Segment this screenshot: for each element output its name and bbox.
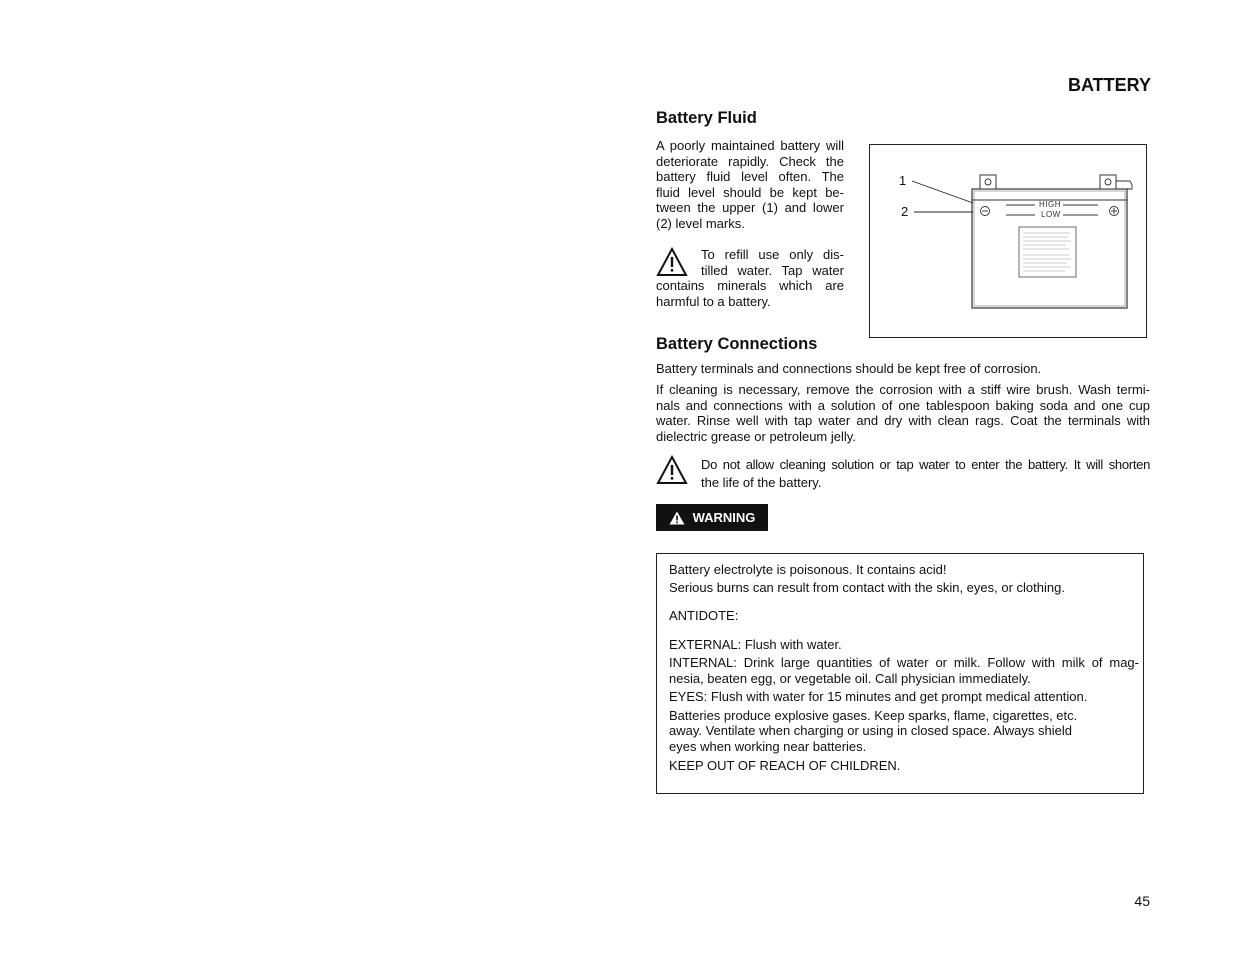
warning-line: Batteries produce explosive gases. Keep sparks, flame, cigarettes, etc. xyxy=(669,708,1078,723)
text-line: dielectric grease or petroleum jelly. xyxy=(656,428,856,444)
warning-label-text: WARNING xyxy=(692,510,756,525)
fluid-caution-text-bottom xyxy=(656,278,844,309)
connections-paragraph-1: Battery terminals and connections should be kept free of corrosion. xyxy=(656,361,1042,376)
connections-caution-text xyxy=(701,456,1150,492)
text-line: nals and connections with a solution of one tablespoon baking soda and one cup xyxy=(656,397,1150,413)
callout-2: 2 xyxy=(901,204,909,219)
warning-line: eyes when working near batteries. xyxy=(669,739,867,754)
warning-line: away. Ventilate when charging or using in closed space. Always shield xyxy=(669,723,1072,738)
page-number: 45 xyxy=(1134,893,1150,909)
text-line: the life of the battery. xyxy=(701,475,822,490)
warning-label xyxy=(656,504,768,531)
text-line: fluid level should be kept be- xyxy=(656,184,844,200)
warning-line: KEEP OUT OF REACH OF CHILDREN. xyxy=(669,758,901,773)
mark-low: LOW xyxy=(1041,210,1061,219)
text-line: tilled water. Tap water xyxy=(701,262,844,278)
text-line: A poorly maintained battery will xyxy=(656,138,844,153)
battery-figure xyxy=(869,144,1147,338)
text-line: To refill use only dis- xyxy=(701,247,844,262)
warning-box xyxy=(656,553,1144,794)
connections-paragraph-2 xyxy=(656,382,1150,444)
warning-triangle-icon xyxy=(669,511,685,525)
text-line: deteriorate rapidly. Check the xyxy=(656,153,844,169)
battery-connections-heading: Battery Connections xyxy=(656,335,818,353)
section-title: BATTERY xyxy=(1068,75,1151,95)
battery-fluid-heading: Battery Fluid xyxy=(656,109,757,127)
caution-triangle-icon xyxy=(656,247,688,277)
text-line: tween the upper (1) and lower xyxy=(656,200,844,216)
text-line: If cleaning is necessary, remove the corrosion with a stiff wire brush. Wash termi- xyxy=(656,382,1150,397)
battery-illustration xyxy=(870,145,1145,336)
warning-line: ANTIDOTE: xyxy=(669,608,739,623)
mark-high: HIGH xyxy=(1039,200,1061,209)
text-line: Do not allow cleaning solution or tap water to enter the battery. It will shorten xyxy=(701,457,1150,472)
warning-line: EXTERNAL: Flush with water. xyxy=(669,637,842,652)
warning-line: Battery electrolyte is poisonous. It contains acid! xyxy=(669,562,947,577)
text-line: (2) level marks. xyxy=(656,215,745,231)
text-line: contains minerals which are xyxy=(656,278,844,293)
text-line: battery fluid level often. The xyxy=(656,169,844,185)
battery-fluid-paragraph xyxy=(656,138,844,232)
caution-triangle-icon xyxy=(656,455,688,485)
text-line: water. Rinse well with tap water and dry with clean rags. Coat the terminals with xyxy=(656,413,1150,429)
warning-line: EYES: Flush with water for 15 minutes and get prompt medical attention. xyxy=(669,689,1088,704)
warning-line: nesia, beaten egg, or vegetable oil. Call physician immediately. xyxy=(669,671,1031,686)
warning-line: INTERNAL: Drink large quantities of water or milk. Follow with milk of mag- xyxy=(669,655,1139,670)
warning-line: Serious burns can result from contact with the skin, eyes, or clothing. xyxy=(669,580,1065,595)
callout-1: 1 xyxy=(899,173,907,188)
text-line: harmful to a battery. xyxy=(656,293,771,309)
fluid-caution-text-top xyxy=(701,247,844,278)
